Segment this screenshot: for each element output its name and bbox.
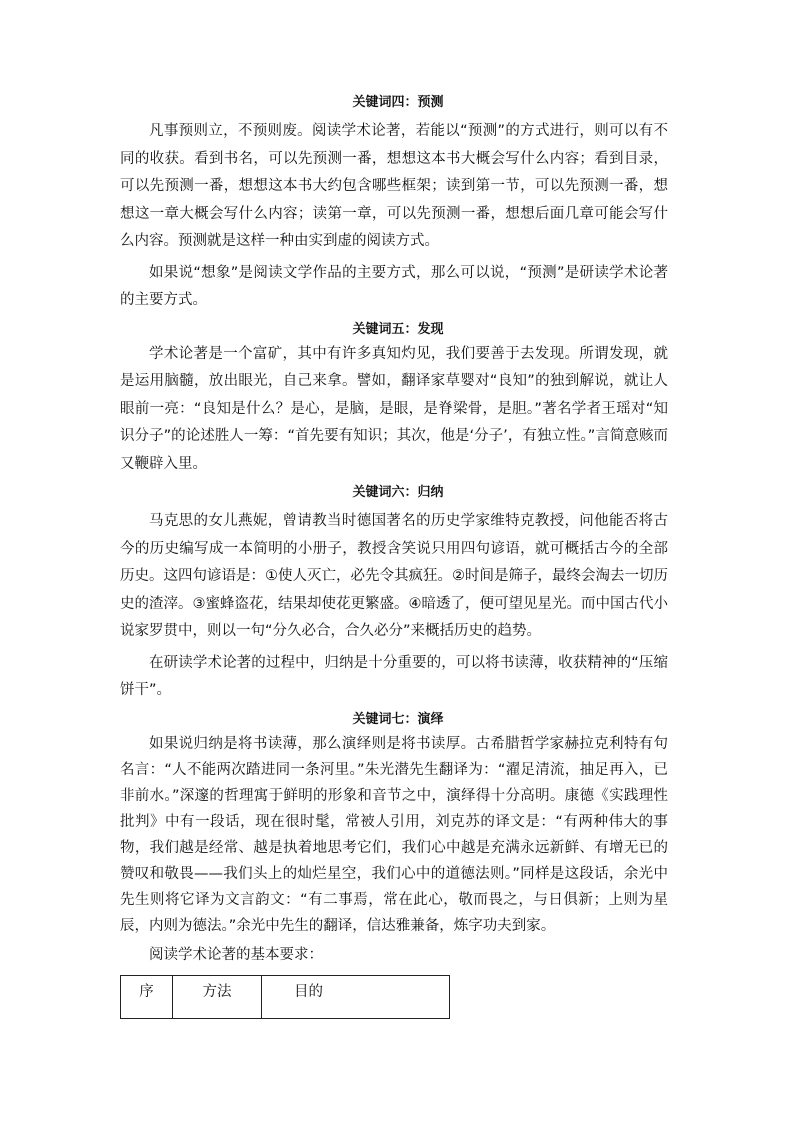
paragraph-induction-2: 在研读学术论著的过程中，归纳是十分重要的，可以将书读薄，收获精神的“压缩饼干”。 [120,654,668,698]
table-header-purpose: 目的 [262,975,450,1018]
paragraph-prediction-2: 如果说“想象”是阅读文学作品的主要方式，那么可以说，“预测”是研读学术论著的主要方式。 [120,264,668,308]
table-header-row [121,975,450,1018]
paragraph-prediction-1: 凡事预则立，不预则废。阅读学术论著，若能以“预测”的方式进行，则可以有不同的收获。看到书名，可以先预测一番，想想这本书大概会写什么内容；看到目录，可以先预测一番，想想这本书大约包含哪些框架；读到第一节，可以先预测一番，想想这一章大概会写什么内容；读第一章，可以先预测一番，想想后面几章可能会写什么内容。预测就是这样一种由实到虚的阅读方式。 [120,123,668,249]
table-header-number: 序 [121,975,173,1018]
requirements-table [120,975,450,1019]
paragraph-induction-1: 马克思的女儿燕妮，曾请教当时德国著名的历史学家维特克教授，问他能否将古今的历史编写成一本简明的小册子，教授含笑说只用四句谚语，就可概括古今的全部历史。这四句谚语是：①使人灭亡，必先令其疯狂。②时间是筛子，最终会淘去一切历史的渣滓。③蜜蜂盗花，结果却使花更繁盛。④暗透了，便可望见星光。而中国古代小说家罗贯中，则以一句“分久必合，合久必分”来概括历史的趋势。 [120,513,668,639]
section-title-induction: 关键词六：归纳 [352,485,444,500]
paragraph-discovery-1: 学术论著是一个富矿，其中有许多真知灼见，我们要善于去发现。所谓发现，就是运用脑髓，放出眼光，自己来拿。譬如，翻译家草婴对“良知”的独到解说，就让人眼前一亮：“良知是什么？是心，是脑，是眼，是脊梁骨，是胆。”著名学者王瑶对“知识分子”的论述胜人一筹：“首先要有知识；其次，他是‘分子’，有独立性。”言简意赅而又鞭辟入里。 [120,345,668,472]
section-title-discovery: 关键词五：发现 [352,321,444,337]
table-header-method: 方法 [173,975,262,1018]
paragraph-deduction-1: 如果说归纳是将书读薄，那么演绎则是将书读厚。古希腊哲学家赫拉克利特有句名言：“人不能两次踏进同一条河里。”朱光潜先生翻译为：“濯足清流，抽足再入，已非前水。”深邃的哲理寓于鲜明的形象和音节之中，演绎得十分高明。康德《实践理性批判》中有一段话，现在很时髦，常被人引用，刘克苏的译文是：“有两种伟大的事物，我们越是经常、越是执着地思考它们，我们心中越是充满永远新鲜、有增无已的赞叹和敬畏——我们头上的灿烂星空，我们心中的道德法则。”同样是这段话，余光中先生则将它译为文言韵文：“有二事焉，常在此心，敬而畏之，与日俱新；上则为星辰，内则为德法。”余光中先生的翻译，信达雅兼备，炼字功夫到家。 [120,735,668,934]
section-title-deduction: 关键词七：演绎 [352,711,444,727]
document-page [120,92,668,1019]
section-title-prediction: 关键词四：预测 [352,95,444,110]
table-intro: 阅读学术论著的基本要求： [149,946,323,963]
